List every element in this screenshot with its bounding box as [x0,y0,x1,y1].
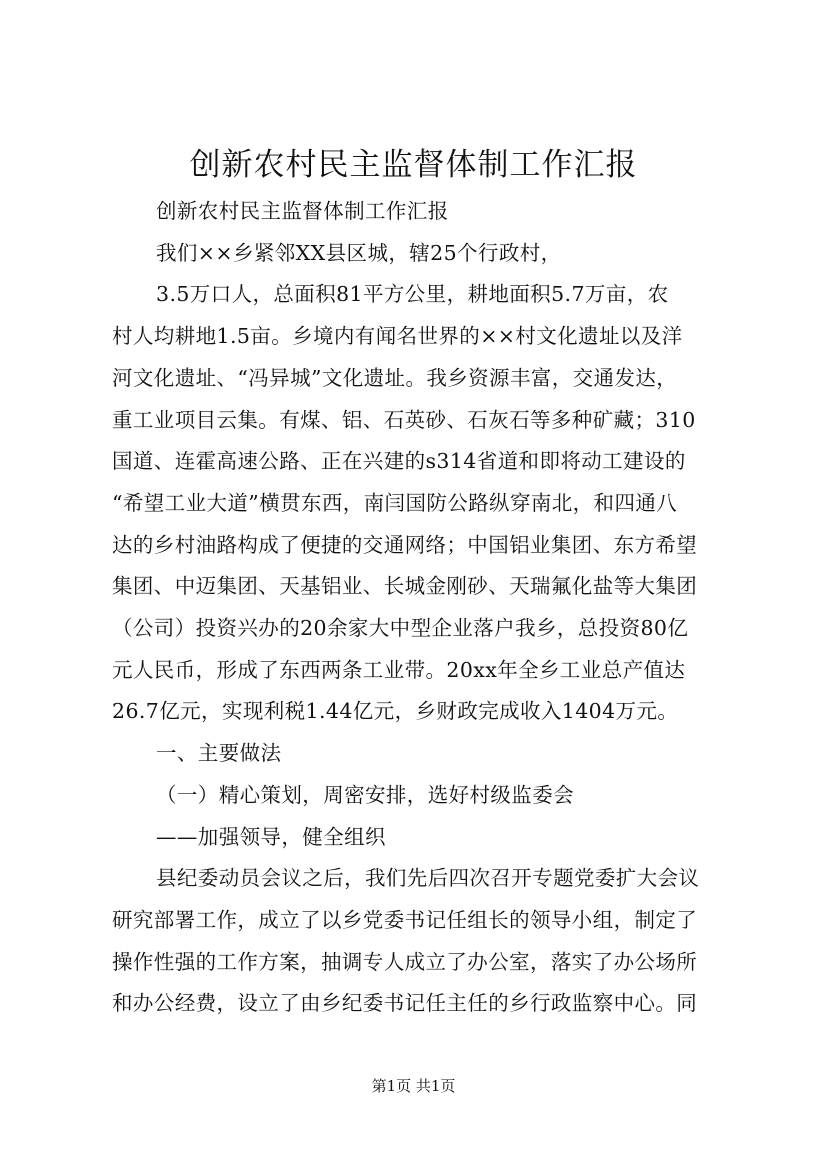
paragraph-line: （公司）投资兴办的20余家大中型企业落户我乡，总投资80亿 [112,616,689,641]
paragraph-line: 河文化遗址、“冯异城”文化遗址。我乡资源丰富，交通发达， [112,365,678,390]
paragraph-line: 国道、连霍高速公路、正在兴建的s314省道和即将动工建设的 [112,449,686,474]
paragraph-line: 和办公经费，设立了由乡纪委书记任主任的乡行政监察中心。同 [112,991,698,1016]
paragraph-line: 村人均耕地1.5亩。乡境内有闻名世界的××村文化遗址以及洋 [112,324,683,349]
subheading: ——加强领导，健全组织 [156,824,386,849]
paragraph-line: “希望工业大道”横贯东西，南闫国防公路纵穿南北，和四通八 [112,490,678,515]
paragraph-line: 重工业项目云集。有煤、铝、石英砂、石灰石等多种矿藏；310 [112,407,696,432]
paragraph-line: 达的乡村油路构成了便捷的交通网络；中国铝业集团、东方希望 [112,532,698,557]
paragraph-line: 元人民币，形成了东西两条工业带。20xx年全乡工业总产值达 [112,657,686,682]
page-footer: 第1页 共1页 [371,1077,456,1095]
paragraph-line: 操作性强的工作方案，抽调专人成立了办公室，落实了办公场所 [112,949,698,974]
document-body [112,191,737,1025]
document-title: 创新农村民主监督体制工作汇报 [189,147,638,183]
subtitle-line: 创新农村民主监督体制工作汇报 [156,199,449,223]
paragraph-line: 县纪委动员会议之后，我们先后四次召开专题党委扩大会议 [156,866,700,891]
section-heading: 一、主要做法 [156,741,282,766]
paragraph-line: 集团、中迈集团、天基铝业、长城金刚砂、天瑞氟化盐等大集团 [112,574,698,599]
paragraph-line: 我们××乡紧邻XX县区城，辖25个行政村， [156,240,562,265]
subsection-heading: （一）精心策划，周密安排，选好村级监委会 [156,782,574,807]
paragraph-line: 研究部署工作，成立了以乡党委书记任组长的领导小组，制定了 [112,907,698,932]
paragraph-line: 26.7亿元，实现利税1.44亿元，乡财政完成收入1404万元。 [112,699,679,724]
paragraph-line: 3.5万口人，总面积81平方公里，耕地面积5.7万亩，农 [156,282,669,307]
